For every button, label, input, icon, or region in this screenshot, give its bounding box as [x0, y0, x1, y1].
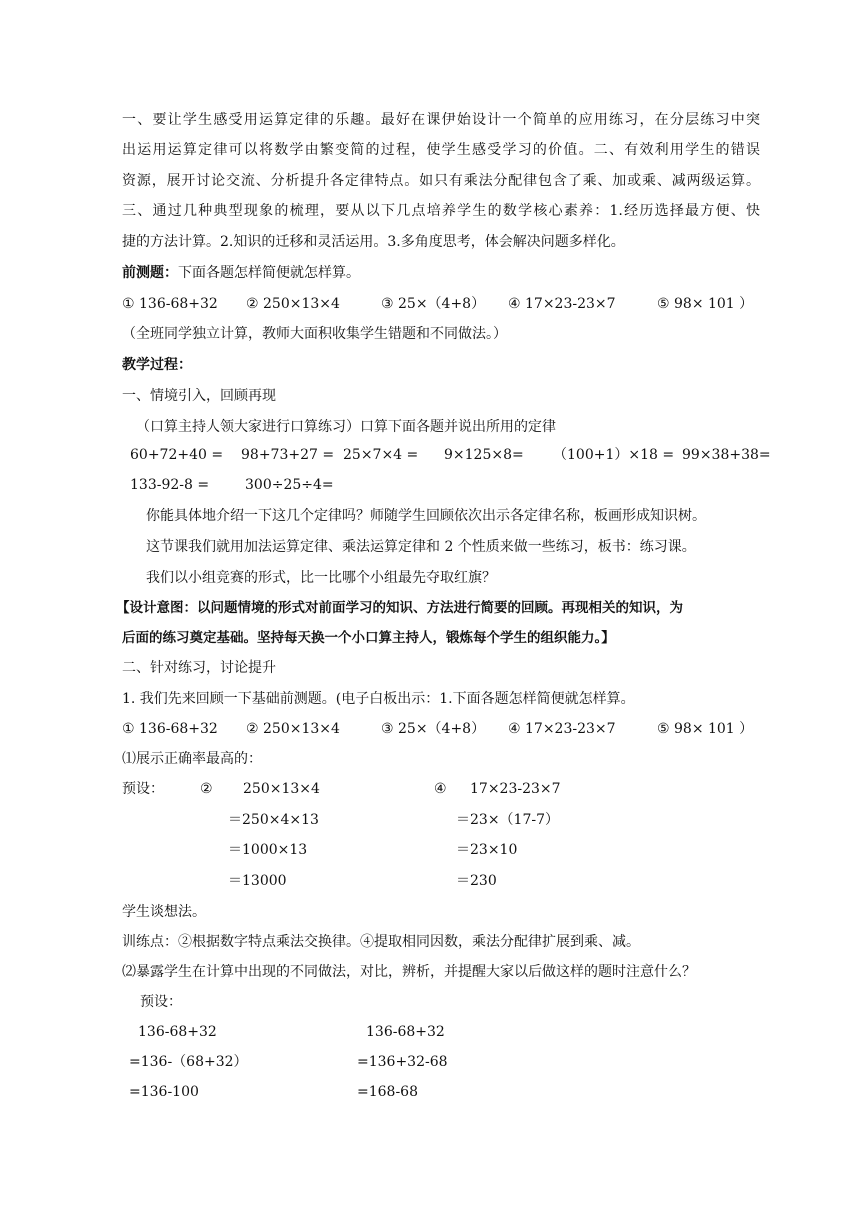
item-text: 1. 我们先来回顾一下基础前测题。(电子白板出示：1.下面各题怎样简便就怎样算。 [122, 691, 635, 707]
pretest-line [122, 263, 360, 283]
oral-problem: （100+1）×18 = [553, 447, 675, 463]
calc-step: =136-（68+32） [129, 1054, 248, 1070]
oral-problem: 9×125×8= [444, 447, 524, 463]
section-heading: 二、针对练习，讨论提升 [122, 660, 276, 676]
calc-step: 250×13×4 [243, 781, 320, 797]
paragraph: 你能具体地介绍一下这几个定律吗？师随学生回顾依次出示各定律名称，板画形成知识树。 [146, 508, 706, 524]
sub-heading: ⑵暴露学生在计算中出现的不同做法，对比，辨析，并提醒大家以后做这样的题时注意什么？ [122, 964, 696, 980]
calc-step: ＝250×4×13 [228, 812, 319, 828]
paragraph: 这节课我们就用加法运算定律、乘法运算定律和 2 个性质来做一些练习，板书：练习课。 [146, 539, 696, 555]
calc-mark: ② [200, 781, 213, 797]
pretest-problem: ② 250×13×4 [246, 296, 340, 312]
oral-intro: （口算主持人领大家进行口算练习）口算下面各题并说出所用的定律 [136, 419, 556, 435]
sub-heading: ⑴展示正确率最高的： [122, 751, 262, 767]
paragraph: 我们以小组竞赛的形式，比一比哪个小组最先夺取红旗？ [146, 570, 496, 586]
oral-problem: 25×7×4 = [343, 447, 419, 463]
review-problem: ① 136-68+32 [122, 721, 218, 737]
intro-line: 资源，展开讨论交流、分析提升各定律特点。如只有乘法分配律包含了乘、加或乘、减两级运算。 [122, 173, 760, 189]
oral-problem: 98+73+27 = [241, 447, 335, 463]
process-heading: 教学过程： [122, 357, 192, 373]
design-intent: 后面的练习奠定基础。坚持每天换一个小口算主持人，锻炼每个学生的组织能力。】 [122, 630, 615, 646]
section-heading: 一、情境引入，回顾再现 [122, 388, 276, 404]
pretest-note: （全班同学独立计算，教师大面积收集学生错题和不同做法。） [122, 326, 507, 342]
oral-problem: 133-92-8 = [130, 477, 210, 493]
oral-problem: 99×38+38= [682, 447, 771, 463]
calc-step: 136-68+32 [366, 1024, 445, 1040]
oral-problem: 300÷25÷4= [245, 477, 334, 493]
calc-step: ＝23×（17-7） [456, 812, 559, 828]
pretest-problem: ① 136-68+32 [122, 296, 218, 312]
pretest-text: 下面各题怎样简便就怎样算。 [178, 265, 360, 281]
calc-step: ＝230 [456, 873, 497, 889]
calc-step: =136-100 [129, 1084, 199, 1100]
calc-step: 17×23-23×7 [470, 781, 561, 797]
calc-step: =168-68 [357, 1084, 418, 1100]
calc-mark: ④ [434, 781, 447, 797]
calc-step: 136-68+32 [138, 1024, 217, 1040]
calc-step: =136+32-68 [357, 1054, 448, 1070]
pretest-problem: ④ 17×23-23×7 [508, 296, 616, 312]
intro-line: 三、通过几种典型现象的梳理，要从以下几点培养学生的数学核心素养：1.经历选择最方便、快 [122, 203, 760, 219]
review-problem: ② 250×13×4 [246, 721, 340, 737]
design-intent: 【设计意图：以问题情境的形式对前面学习的知识、方法进行简要的回顾。再现相关的知识，为 [116, 600, 683, 616]
paragraph: 训练点：②根据数字特点乘法交换律。④提取相同因数，乘法分配律扩展到乘、减。 [122, 934, 640, 950]
oral-problem: 60+72+40 = [130, 447, 224, 463]
review-problem: ③ 25×（4+8） [381, 721, 486, 737]
calc-step: ＝1000×13 [228, 842, 308, 858]
preset-label: 预设： [140, 994, 182, 1010]
pretest-label: 前测题： [122, 265, 178, 281]
pretest-problem: ③ 25×（4+8） [381, 296, 486, 312]
intro-line: 一、要让学生感受用运算定律的乐趣。最好在课伊始设计一个简单的应用练习，在分层练习中突 [122, 112, 760, 128]
calc-step: ＝23×10 [456, 842, 518, 858]
paragraph: 学生谈想法。 [122, 904, 206, 920]
pretest-problem: ⑤ 98× 101 ） [657, 296, 754, 312]
review-problem: ④ 17×23-23×7 [508, 721, 616, 737]
intro-line: 捷的方法计算。2.知识的迁移和灵活运用。3.多角度思考，体会解决问题多样化。 [122, 234, 625, 250]
intro-line: 出运用运算定律可以将数学由繁变简的过程，使学生感受学习的价值。二、有效利用学生的错误 [122, 142, 760, 158]
review-problem: ⑤ 98× 101 ） [657, 721, 754, 737]
calc-step: ＝13000 [228, 873, 287, 889]
preset-label: 预设： [122, 781, 164, 797]
